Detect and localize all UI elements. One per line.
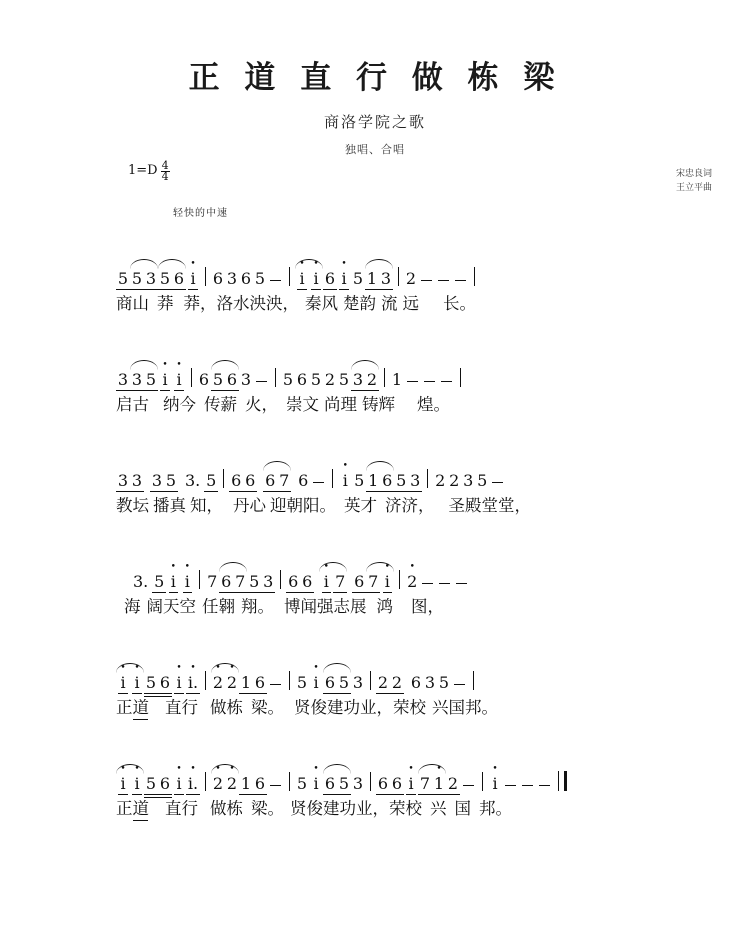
barline <box>460 368 461 387</box>
lyric-syllable: 薪 <box>220 395 237 414</box>
lyric-punct: 。 <box>433 395 450 414</box>
lyric-syllable: 楚 <box>343 294 360 313</box>
lyric-syllable: 道 <box>132 698 149 717</box>
lyric-syllable: 鸿 <box>376 597 393 616</box>
lyric-syllable: 校 <box>405 799 422 818</box>
lyric-punct: ， <box>372 799 389 818</box>
barline <box>199 570 200 589</box>
lyric-syllable: 行 <box>181 799 198 818</box>
lyric-row-1 <box>0 296 750 313</box>
lyric-syllable: 秦 <box>305 294 322 313</box>
lyric-syllable: 心 <box>249 496 266 515</box>
lyric-syllable: 邦 <box>465 698 482 717</box>
key-signature-block <box>128 160 170 182</box>
lyric-punct: 。 <box>495 799 512 818</box>
lyric-syllable: 铸 <box>362 395 379 414</box>
lyric-syllable: 直 <box>165 799 182 818</box>
lyric-syllable: 流 <box>381 294 398 313</box>
lyric-row-2 <box>0 397 750 414</box>
lyric-syllable: 山 <box>132 294 149 313</box>
lyric-syllable: 尚 <box>324 395 341 414</box>
lyric-syllable: 堂 <box>498 496 515 515</box>
lyric-syllable: 贤 <box>290 799 307 818</box>
lyric-punct: ， <box>376 698 393 717</box>
lyric-syllable: 泱 <box>249 294 266 313</box>
lyric-syllable: 空 <box>179 597 196 616</box>
lyric-syllable: 校 <box>409 698 426 717</box>
key-label: 1=D <box>128 163 158 179</box>
lyric-syllable: 知 <box>190 496 207 515</box>
lyric-punct: ， <box>282 294 299 313</box>
lyric-syllable: 梁 <box>251 698 268 717</box>
barline <box>289 671 290 690</box>
lyric-row-5 <box>0 700 750 717</box>
lyric-punct: ， <box>206 496 223 515</box>
lyric-syllable: 阔 <box>146 597 163 616</box>
lyric-syllable: 火 <box>245 395 262 414</box>
lyric-punct: ， <box>514 496 531 515</box>
lyric-syllable: 商 <box>116 294 133 313</box>
barline <box>223 469 224 488</box>
lyric-syllable: 荣 <box>393 698 410 717</box>
lyric-syllable: 做 <box>210 799 227 818</box>
lyric-punct: ， <box>418 496 435 515</box>
composer-credit: 王立平曲 <box>675 182 712 193</box>
performance-note: 独唱、合唱 <box>345 143 405 156</box>
music-system-1 <box>0 257 750 358</box>
note-row-6: • i • i 5 6 • i • i. • 2 • 2 1 6 5 • i 6 5 3 6 6 • i 7 • 1 2 • i <box>0 762 750 792</box>
lyric-syllable: 直 <box>165 698 182 717</box>
lyric-syllable: 播 <box>153 496 170 515</box>
barline <box>482 772 483 791</box>
barline <box>473 671 474 690</box>
lyric-syllable: 朝 <box>286 496 303 515</box>
lyric-syllable: 翱 <box>218 597 235 616</box>
barline <box>370 671 371 690</box>
lyric-syllable: 莽 <box>157 294 174 313</box>
page-title: 正 道 直 行 做 栋 梁 <box>188 60 562 96</box>
lyric-syllable: 真 <box>169 496 186 515</box>
lyric-punct: ， <box>200 294 217 313</box>
lyric-syllable: 文 <box>302 395 319 414</box>
lyric-syllable: 英 <box>344 496 361 515</box>
note-row-3: 3 3 3 5 3. 5 6 6 6 7 6 • i 5 1 6 5 3 2 2 3 5 <box>0 459 750 489</box>
music-system-4 <box>0 560 750 661</box>
lyric-row-3 <box>0 498 750 515</box>
lyric-syllable: 长 <box>443 294 460 313</box>
lyric-punct: 。 <box>267 799 284 818</box>
lyric-syllable: 阳 <box>303 496 320 515</box>
barline <box>275 368 276 387</box>
lyric-syllable: 教 <box>116 496 133 515</box>
barline <box>398 267 399 286</box>
barline <box>370 772 371 791</box>
lyric-row-4 <box>0 599 750 616</box>
lyric-syllable: 俊 <box>310 698 327 717</box>
lyric-syllable: 理 <box>340 395 357 414</box>
lyric-syllable: 煌 <box>417 395 434 414</box>
lyric-syllable: 贤 <box>294 698 311 717</box>
lyric-syllable: 梁 <box>251 799 268 818</box>
barline <box>205 671 206 690</box>
note-row-4: 3. 5 • i • i 7 6 7 5 3 6 6 • i 7 6 7 • i • 2 <box>0 560 750 590</box>
lyricist-credit: 宋忠良词 <box>675 169 712 179</box>
subtitle: 商洛学院之歌 <box>323 113 426 131</box>
barline <box>427 469 428 488</box>
lyric-syllable: 做 <box>210 698 227 717</box>
lyric-syllable: 图 <box>411 597 428 616</box>
lyric-syllable: 古 <box>132 395 149 414</box>
lyric-syllable: 泱 <box>266 294 283 313</box>
lyric-syllable: 纳 <box>163 395 180 414</box>
lyric-syllable: 业 <box>360 698 377 717</box>
credits <box>676 168 712 195</box>
lyric-syllable: 洛 <box>216 294 233 313</box>
time-signature <box>161 161 170 183</box>
lyric-syllable: 海 <box>124 597 141 616</box>
music-system-5 <box>0 661 750 762</box>
lyric-syllable: 国 <box>448 698 465 717</box>
lyric-syllable: 丹 <box>233 496 250 515</box>
lyric-row-6 <box>0 801 750 818</box>
lyric-syllable: 才 <box>360 496 377 515</box>
lyric-syllable: 传 <box>204 395 221 414</box>
lyric-syllable: 崇 <box>286 395 303 414</box>
lyric-syllable: 闻 <box>300 597 317 616</box>
lyric-punct: 。 <box>459 294 476 313</box>
lyric-punct: 。 <box>319 496 336 515</box>
lyric-syllable: 志 <box>333 597 350 616</box>
lyric-syllable: 莽 <box>183 294 200 313</box>
lyric-punct: 。 <box>257 597 274 616</box>
barline <box>399 570 400 589</box>
barline <box>474 267 475 286</box>
lyric-syllable: 济 <box>401 496 418 515</box>
lyric-syllable: 建 <box>327 698 344 717</box>
time-signature-denominator: 4 <box>161 170 169 184</box>
lyric-syllable: 正 <box>116 698 133 717</box>
lyric-syllable: 业 <box>356 799 373 818</box>
lyric-punct: ， <box>261 395 278 414</box>
music-system-3 <box>0 459 750 560</box>
sheet-music-page <box>0 52 750 941</box>
lyric-syllable: 任 <box>202 597 219 616</box>
lyric-syllable: 迎 <box>270 496 287 515</box>
lyric-syllable: 功 <box>343 698 360 717</box>
barline <box>205 267 206 286</box>
lyric-syllable: 道 <box>132 799 149 818</box>
lyric-punct: ， <box>427 597 444 616</box>
lyric-syllable: 辉 <box>378 395 395 414</box>
lyric-syllable: 翔 <box>241 597 258 616</box>
lyric-syllable: 水 <box>233 294 250 313</box>
note-row-1: 5 5 3 5 6 • i 6 3 6 5 • i • i 6 • i 5 1 3 2 <box>0 257 750 287</box>
lyric-syllable: 圣 <box>448 496 465 515</box>
lyric-syllable: 正 <box>116 799 133 818</box>
lyric-syllable: 栋 <box>226 799 243 818</box>
lyric-syllable: 博 <box>284 597 301 616</box>
note-row-2: 3 3 5 • i • i 6 5 6 3 5 6 5 2 5 3 2 1 <box>0 358 750 388</box>
lyric-syllable: 俊 <box>306 799 323 818</box>
lyric-syllable: 国 <box>454 799 471 818</box>
lyric-syllable: 启 <box>116 395 133 414</box>
lyric-punct: 。 <box>481 698 498 717</box>
lyric-syllable: 风 <box>321 294 338 313</box>
music-system-2 <box>0 358 750 459</box>
lyric-syllable: 邦 <box>479 799 496 818</box>
barline <box>384 368 385 387</box>
note-row-5: • i • i 5 6 • i • i. • 2 • 2 1 6 5 • i 6 5 3 2 2 6 3 5 <box>0 661 750 691</box>
lyric-punct: 。 <box>267 698 284 717</box>
lyric-syllable: 荣 <box>389 799 406 818</box>
music-system-6 <box>0 762 750 863</box>
lyric-syllable: 坛 <box>132 496 149 515</box>
lyric-syllable: 强 <box>317 597 334 616</box>
notation-systems <box>0 257 750 863</box>
tempo-marking: 轻快的中速 <box>173 208 228 219</box>
lyric-syllable: 栋 <box>226 698 243 717</box>
lyric-syllable: 天 <box>163 597 180 616</box>
lyric-syllable: 韵 <box>359 294 376 313</box>
barline <box>280 570 281 589</box>
lyric-syllable: 展 <box>350 597 367 616</box>
lyric-syllable: 兴 <box>430 799 447 818</box>
lyric-syllable: 殿 <box>465 496 482 515</box>
barline <box>289 267 290 286</box>
lyric-syllable: 堂 <box>481 496 498 515</box>
lyric-syllable: 兴 <box>432 698 449 717</box>
final-barline <box>558 771 567 791</box>
barline <box>289 772 290 791</box>
barline <box>205 772 206 791</box>
lyric-syllable: 行 <box>181 698 198 717</box>
lyric-syllable: 今 <box>179 395 196 414</box>
barline <box>191 368 192 387</box>
lyric-syllable: 建 <box>323 799 340 818</box>
barline <box>332 469 333 488</box>
lyric-syllable: 功 <box>339 799 356 818</box>
lyric-syllable: 远 <box>402 294 419 313</box>
lyric-syllable: 济 <box>385 496 402 515</box>
time-signature-numerator: 4 <box>161 159 169 172</box>
